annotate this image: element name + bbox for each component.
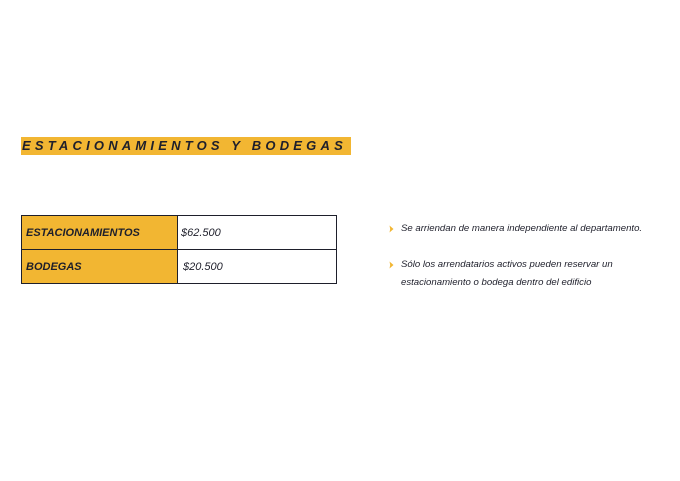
list-item: [389, 220, 680, 238]
table-row: [22, 250, 337, 284]
chevron-right-icon: [389, 261, 394, 269]
note-text: Sólo los arrendatarios activos pueden reservar un estacionamiento o bodega dentro del edificio: [401, 259, 613, 288]
chevron-right-icon: [389, 225, 394, 233]
section-title: ESTACIONAMIENTOS Y BODEGAS: [21, 137, 351, 155]
table-row: [22, 216, 337, 250]
price-table: [21, 215, 337, 284]
list-item: [389, 256, 680, 292]
notes-list: [389, 220, 680, 310]
row-value-bodegas: $20.500: [178, 250, 337, 284]
row-label-estacionamientos: ESTACIONAMIENTOS: [22, 216, 178, 250]
row-label-bodegas: BODEGAS: [22, 250, 178, 284]
note-text: Se arriendan de manera independiente al departamento.: [401, 223, 643, 234]
row-value-estacionamientos: $62.500: [178, 216, 337, 250]
